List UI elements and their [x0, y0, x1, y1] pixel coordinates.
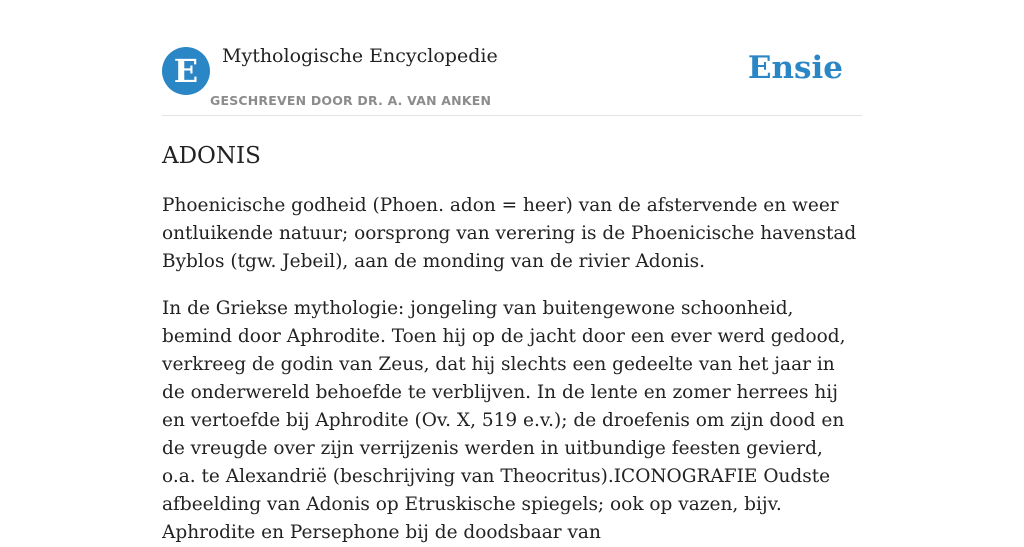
author-line: GESCHREVEN DOOR DR. A. VAN ANKEN	[210, 93, 492, 108]
logo-e-icon[interactable]: E	[162, 47, 210, 95]
brand-logo-link[interactable]: Ensie	[747, 50, 843, 86]
site-header	[162, 0, 862, 116]
article-paragraph-1: Phoenicische godheid (Phoen. adon = heer) van de afstervende en weer ontluikende natuur; oorsprong van verering is de Phoenicische havenstad Byblos (tgw. Jebeil), aan de monding van de rivier Adonis.	[162, 195, 857, 272]
article-title: ADONIS	[162, 143, 261, 169]
article-paragraph-2: In de Griekse mythologie: jongeling van buitengewone schoonheid, bemind door Aphrodite. Toen hij op de jacht door een ever werd gedood, verkreeg de godin van Zeus, dat hij slechts een gedeelte van het jaar in de onderwereld behoefde te verblijven. In de lente en zomer herrees hij en vertoefde bij Aphrodite (Ov. X, 519 e.v.); de droefenis om zijn dood en de vreugde over zijn verrijzenis werden in uitbundige feesten gevierd, o.a. te Alexandrië (beschrijving van Theocritus).ICONOGRAFIE Oudste afbeelding van Adonis op Etruskische spiegels; ook op vazen, bijv. Aphrodite en Persephone bij de doodsbaar van	[162, 298, 846, 543]
content-container	[162, 0, 862, 547]
publication-title[interactable]: Mythologische Encyclopedie	[222, 45, 498, 67]
